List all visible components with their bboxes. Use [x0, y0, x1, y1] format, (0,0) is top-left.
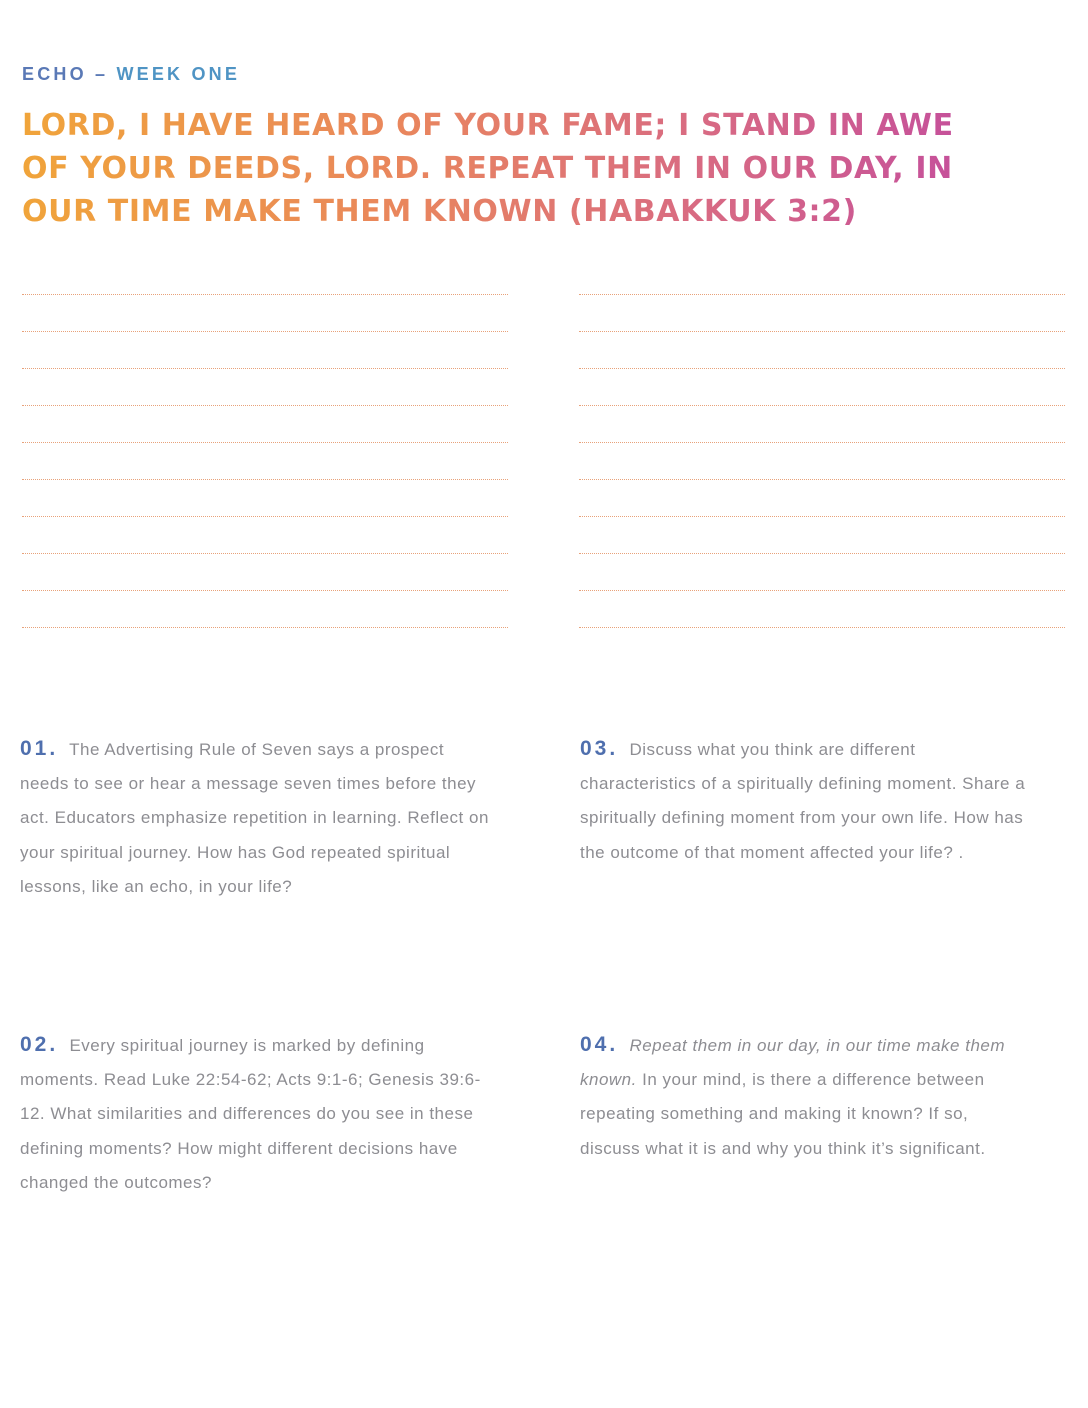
note-line: [579, 368, 1065, 369]
series-separator: –: [86, 64, 117, 84]
question-text: In your mind, is there a difference between repeating something and making it known? If so, discuss what it is and why you think it’s significant.: [580, 1070, 986, 1158]
series-heading: [22, 64, 240, 85]
verse-line-3: OUR TIME MAKE THEM KNOWN (HABAKKUK 3:2): [22, 190, 1072, 233]
question-quote: Repeat them in our day, in our time make them known.: [580, 1036, 1006, 1090]
verse-line-2: OF YOUR DEEDS, LORD. REPEAT THEM IN OUR DAY, IN: [22, 147, 1072, 190]
question-number: 03.: [580, 737, 619, 760]
note-line: [579, 590, 1065, 591]
note-line: [579, 294, 1065, 295]
note-line: [22, 553, 508, 554]
verse-heading: [22, 104, 1072, 233]
note-line: [22, 405, 508, 406]
note-line: [22, 294, 508, 295]
question-number: 01.: [20, 737, 59, 760]
note-line: [579, 479, 1065, 480]
note-line: [22, 516, 508, 517]
question-number: 04.: [580, 1033, 619, 1056]
note-line: [579, 331, 1065, 332]
note-line: [579, 553, 1065, 554]
note-line: [22, 590, 508, 591]
notes-lines-left[interactable]: [22, 294, 508, 664]
question-03: [580, 732, 1030, 870]
question-04: [580, 1028, 1030, 1166]
question-01: [20, 732, 490, 904]
series-name: ECHO: [22, 64, 87, 84]
question-number: 02.: [20, 1033, 59, 1056]
note-line: [22, 479, 508, 480]
week-label: WEEK ONE: [116, 64, 241, 84]
notes-lines-right[interactable]: [579, 294, 1065, 664]
question-text: The Advertising Rule of Seven says a prospect needs to see or hear a message seven times before they act. Educators emphasize repetition in learning. Reflect on your spiritual journey. How has God repeated spiritual lessons, like an echo, in your life?: [20, 740, 489, 896]
verse-line-1: LORD, I HAVE HEARD OF YOUR FAME; I STAND IN AWE: [22, 104, 1072, 147]
note-line: [22, 442, 508, 443]
question-02: [20, 1028, 490, 1200]
note-line: [22, 331, 508, 332]
note-line: [579, 442, 1065, 443]
note-line: [579, 516, 1065, 517]
question-text: Every spiritual journey is marked by defining moments. Read Luke 22:54-62; Acts 9:1-6; Genesis 39:6-12. What similarities and differences do you see in these defining moments? How might different decisions have changed the outcomes?: [20, 1036, 481, 1192]
note-line: [579, 405, 1065, 406]
question-text: Discuss what you think are different characteristics of a spiritually defining moment. Share a spiritually defining moment from your own life. How has the outcome of that moment affected your life? .: [580, 740, 1026, 862]
note-line: [22, 627, 508, 628]
note-line: [579, 627, 1065, 628]
note-line: [22, 368, 508, 369]
